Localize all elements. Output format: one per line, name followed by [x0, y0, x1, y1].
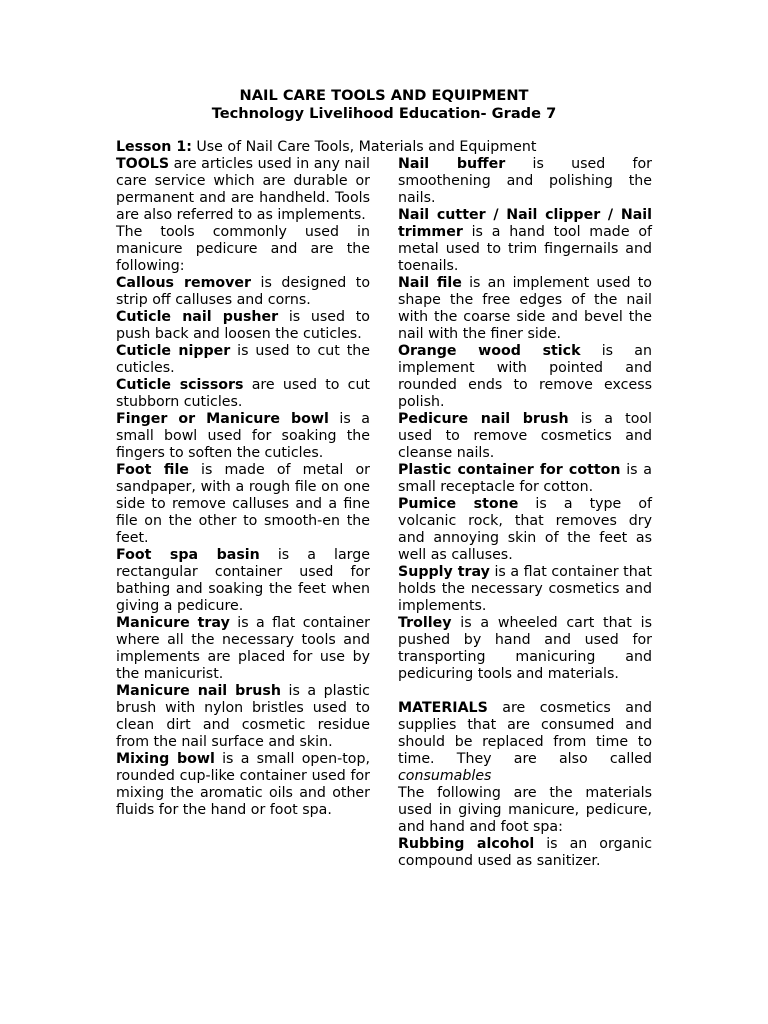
- tool-item-cuticle-nail-pusher: [116, 309, 370, 343]
- definition: is a wheeled cart that is pushed by hand and used for transporting manicuring and pedicuring tools and materials.: [398, 615, 652, 682]
- definition: is made of metal or sandpaper, with a rough file on one side to remove calluses and a fine file on the other to smooth-en the feet.: [116, 462, 370, 546]
- term: Manicure tray: [116, 615, 230, 631]
- materials-definition: [398, 700, 652, 785]
- tool-item-manicure-bowl: [116, 411, 370, 462]
- definition: are cosmetics and supplies that are consumed and should be replaced from time to time. They are also called: [398, 700, 652, 767]
- tool-item-foot-spa-basin: [116, 547, 370, 615]
- term: TOOLS: [116, 156, 170, 172]
- tool-item-nail-file: [398, 275, 652, 343]
- definition: is a large rectangular container used for bathing and soaking the feet when giving a pedicure.: [116, 547, 370, 614]
- term: Pumice stone: [398, 496, 519, 512]
- term: Cuticle nail pusher: [116, 309, 279, 325]
- tool-item-nail-cutter: [398, 207, 652, 275]
- term: Plastic container for cotton: [398, 462, 621, 478]
- definition: is an implement used to shape the free edges of the nail with the coarse side and bevel the nail with the finer side.: [398, 275, 652, 342]
- definition: are used to cut stubborn cuticles.: [116, 377, 370, 410]
- definition: is a flat container that holds the necessary cosmetics and implements.: [398, 564, 652, 614]
- term: Foot spa basin: [116, 547, 260, 563]
- tool-item-pumice-stone: [398, 496, 652, 564]
- definition: is a tool used to remove cosmetics and cleanse nails.: [398, 411, 652, 461]
- term: Cuticle nipper: [116, 343, 231, 359]
- paragraph-spacer: [398, 683, 652, 700]
- definition: is designed to strip off calluses and corns.: [116, 275, 370, 308]
- definition: are articles used in any nail care service which are durable or permanent and are handheld. Tools are also referred to as implements.: [116, 156, 370, 223]
- tool-item-pedicure-nail-brush: [398, 411, 652, 462]
- consumables-term: consumables: [398, 768, 492, 784]
- term: Orange wood stick: [398, 343, 581, 359]
- right-column: [398, 156, 652, 870]
- tool-item-cuticle-nipper: [116, 343, 370, 377]
- definition: is a small bowl used for soaking the fingers to soften the cuticles.: [116, 411, 370, 461]
- definition: is used for smoothening and polishing the nails.: [398, 156, 653, 206]
- definition: is a plastic brush with nylon bristles used to clean dirt and cosmetic residue from the nail surface and skin.: [116, 683, 370, 750]
- tool-item-orange-wood-stick: [398, 343, 652, 411]
- lesson-heading: [116, 139, 652, 156]
- term: Cuticle scissors: [116, 377, 244, 393]
- term: Foot file: [116, 462, 189, 478]
- term: Nail buffer: [398, 156, 506, 172]
- term: Nail cutter / Nail clipper / Nail trimmer: [398, 207, 652, 240]
- term: Rubbing alcohol: [398, 836, 535, 852]
- term: Manicure nail brush: [116, 683, 281, 699]
- definition: is a hand tool made of metal used to trim fingernails and toenails.: [398, 224, 652, 274]
- tools-definition: [116, 156, 370, 224]
- definition: is a small receptacle for cotton.: [398, 462, 652, 495]
- materials-list-intro: The following are the materials used in giving manicure, pedicure, and hand and foot spa:: [398, 785, 652, 835]
- lesson-label: Lesson 1:: [116, 139, 192, 155]
- term: Nail file: [398, 275, 462, 291]
- definition: is a flat container where all the necessary tools and implements are placed for use by the manicurist.: [116, 615, 371, 682]
- definition: is a small open-top, rounded cup-like container used for mixing the aromatic oils and other fluids for the hand or foot spa.: [116, 751, 370, 818]
- term: Callous remover: [116, 275, 251, 291]
- definition: is an implement with pointed and rounded ends to remove excess polish.: [398, 343, 652, 410]
- definition: is an organic compound used as sanitizer.: [398, 836, 652, 869]
- tool-item-trolley: [398, 615, 652, 683]
- tool-item-mixing-bowl: [116, 751, 370, 819]
- definition: is used to cut the cuticles.: [116, 343, 370, 376]
- document-subtitle: Technology Livelihood Education- Grade 7: [211, 104, 557, 122]
- left-column: [116, 156, 370, 870]
- document-page: [116, 87, 652, 870]
- tool-item-plastic-container: [398, 462, 652, 496]
- tool-item-manicure-nail-brush: [116, 683, 370, 751]
- tools-list-intro: The tools commonly used in manicure pedicure and are the following:: [116, 224, 370, 274]
- tool-item-nail-buffer: [398, 156, 652, 207]
- term: Finger or Manicure bowl: [116, 411, 329, 427]
- document-title: NAIL CARE TOOLS AND EQUIPMENT: [239, 87, 529, 104]
- lesson-text: Use of Nail Care Tools, Materials and Equipment: [191, 139, 537, 155]
- definition: is a type of volcanic rock, that removes dry and annoying skin of the feet as well as calluses.: [398, 496, 652, 563]
- material-item-rubbing-alcohol: [398, 836, 652, 870]
- term: Mixing bowl: [116, 751, 215, 767]
- definition: is used to push back and loosen the cuticles.: [116, 309, 370, 342]
- term: Pedicure nail brush: [398, 411, 569, 427]
- tool-item-callous-remover: [116, 275, 370, 309]
- term: MATERIALS: [398, 700, 488, 716]
- two-column-body: [116, 156, 652, 870]
- term: Trolley: [398, 615, 452, 631]
- tool-item-cuticle-scissors: [116, 377, 370, 411]
- term: Supply tray: [398, 564, 490, 580]
- tool-item-supply-tray: [398, 564, 652, 615]
- tool-item-manicure-tray: [116, 615, 370, 683]
- tool-item-foot-file: [116, 462, 370, 547]
